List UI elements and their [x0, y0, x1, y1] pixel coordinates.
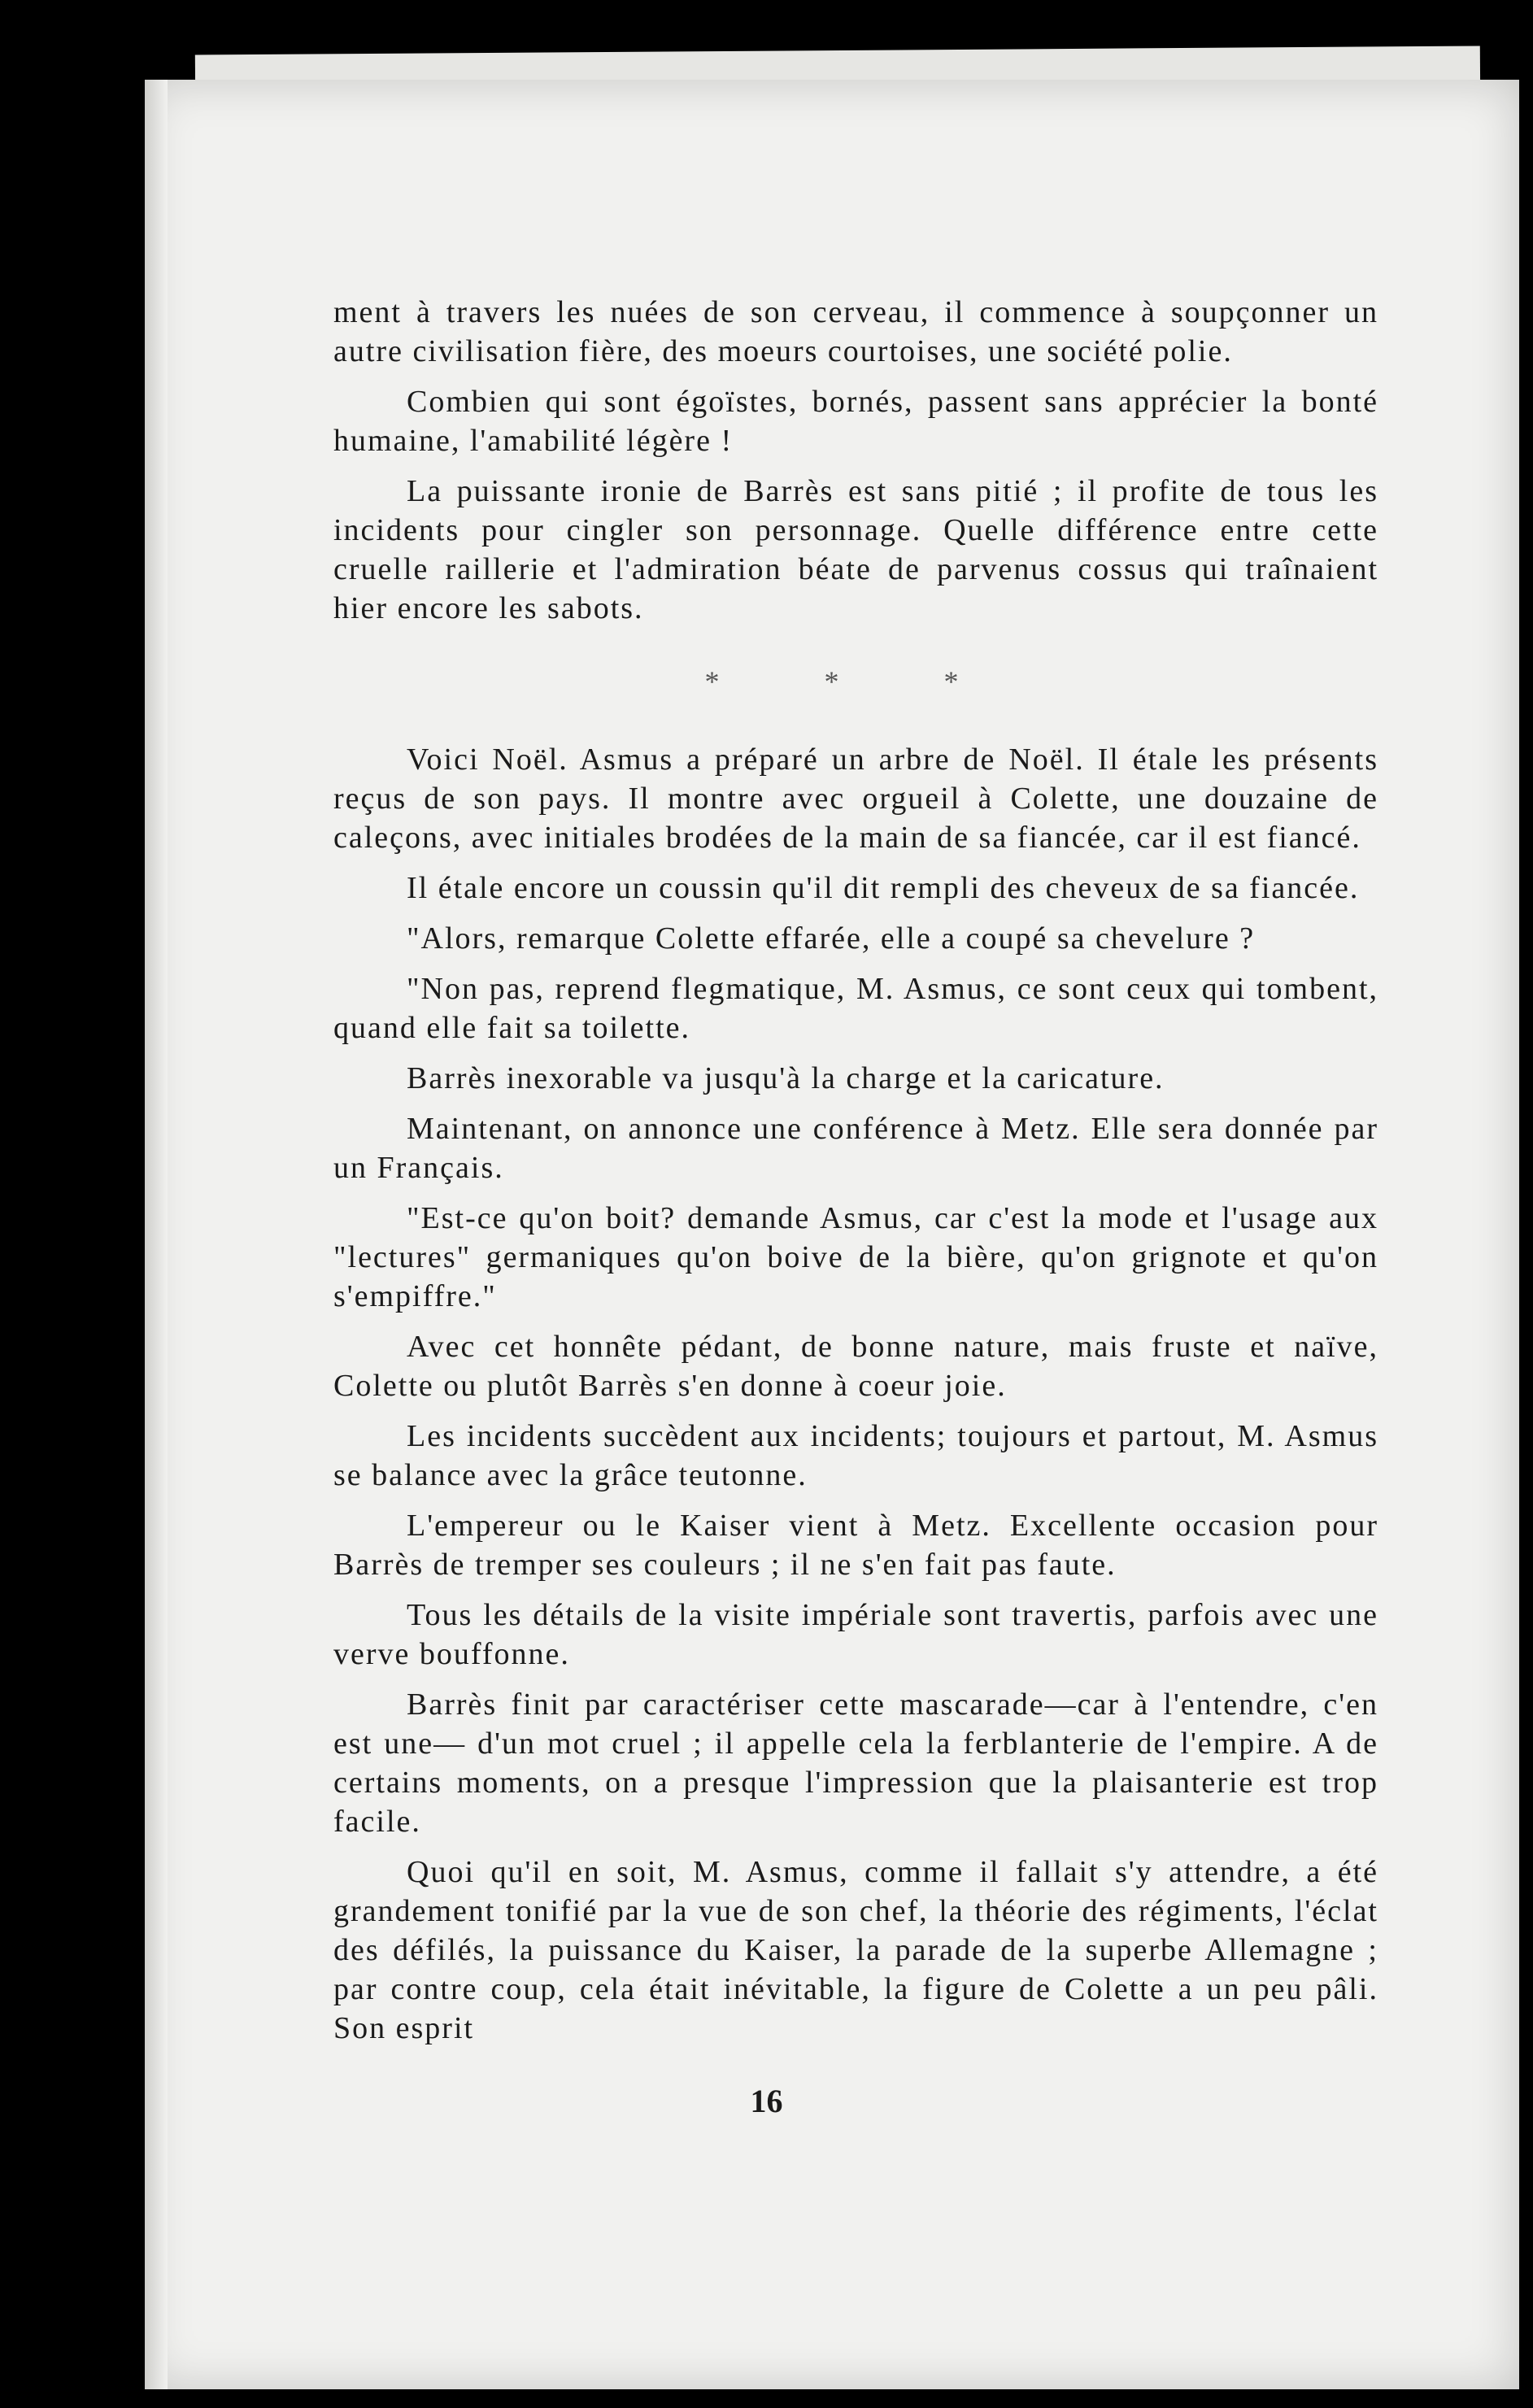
paragraph: Tous les détails de la visite impériale sont travertis, parfois avec une verve bouffonne. [333, 1598, 1378, 1671]
paragraph: "Alors, remarque Colette effarée, elle a coupé sa chevelure ? [407, 921, 1256, 956]
paragraph: ment à travers les nuées de son cerveau, il commence à soupçonner un autre civilisation fière, des moeurs courtoises, une société polie. [333, 295, 1378, 368]
paragraph: Quoi qu'il en soit, M. Asmus, comme il fallait s'y attendre, a été grandement tonifié par la vue de son chef, la théorie des régiments, l'éclat des défilés, la puissance du Kaiser, la parade de la superbe Allemagne ; par contre coup, cela était inévitable, la figure de Colette a un peu pâli. Son esprit [333, 1855, 1378, 2045]
paragraph: Voici Noël. Asmus a préparé un arbre de Noël. Il étale les présents reçus de son pays. Il montre avec orgueil à Colette, une douzaine de caleçons, avec initiales brodées de la main de sa fiancée, car il est fiancé. [333, 742, 1378, 855]
paragraph: Barrès finit par caractériser cette mascarade—car à l'entendre, c'en est une— d'un mot cruel ; il appelle cela la ferblanterie de l'empire. A de certains moments, on a presque l'impression que la plaisanterie est trop facile. [333, 1687, 1378, 1839]
section-separator: * * * [704, 665, 1008, 698]
body-text [333, 293, 1378, 2059]
page-number: 16 [750, 2083, 783, 2119]
paragraph: Combien qui sont égoïstes, bornés, passent sans apprécier la bonté humaine, l'amabilité légère ! [333, 385, 1378, 458]
paragraph: Maintenant, on annonce une conférence à Metz. Elle sera donnée par un Français. [333, 1112, 1378, 1185]
paragraph: Barrès inexorable va jusqu'à la charge et la caricature. [407, 1061, 1165, 1095]
paragraph: La puissante ironie de Barrès est sans pitié ; il profite de tous les incidents pour cingler son personnage. Quelle différence entre cette cruelle raillerie et l'admiration béate de parvenus cossus qui traînaient hier encore les sabots. [333, 474, 1378, 625]
paragraph: Il étale encore un coussin qu'il dit rempli des cheveux de sa fiancée. [407, 871, 1360, 905]
paragraph: Avec cet honnête pédant, de bonne nature, mais fruste et naïve, Colette ou plutôt Barrès s'en donne à coeur joie. [333, 1330, 1378, 1403]
paragraph: Les incidents succèdent aux incidents; toujours et partout, M. Asmus se balance avec la grâce teutonne. [333, 1419, 1378, 1492]
paragraph: "Non pas, reprend flegmatique, M. Asmus, ce sont ceux qui tombent, quand elle fait sa toilette. [333, 972, 1378, 1045]
paragraph: "Est-ce qu'on boit? demande Asmus, car c'est la mode et l'usage aux "lectures" germaniques qu'on boive de la bière, qu'on grignote et qu'on s'empiffre." [333, 1201, 1378, 1313]
paragraph: L'empereur ou le Kaiser vient à Metz. Excellente occasion pour Barrès de tremper ses couleurs ; il ne s'en fait pas faute. [333, 1509, 1378, 1582]
